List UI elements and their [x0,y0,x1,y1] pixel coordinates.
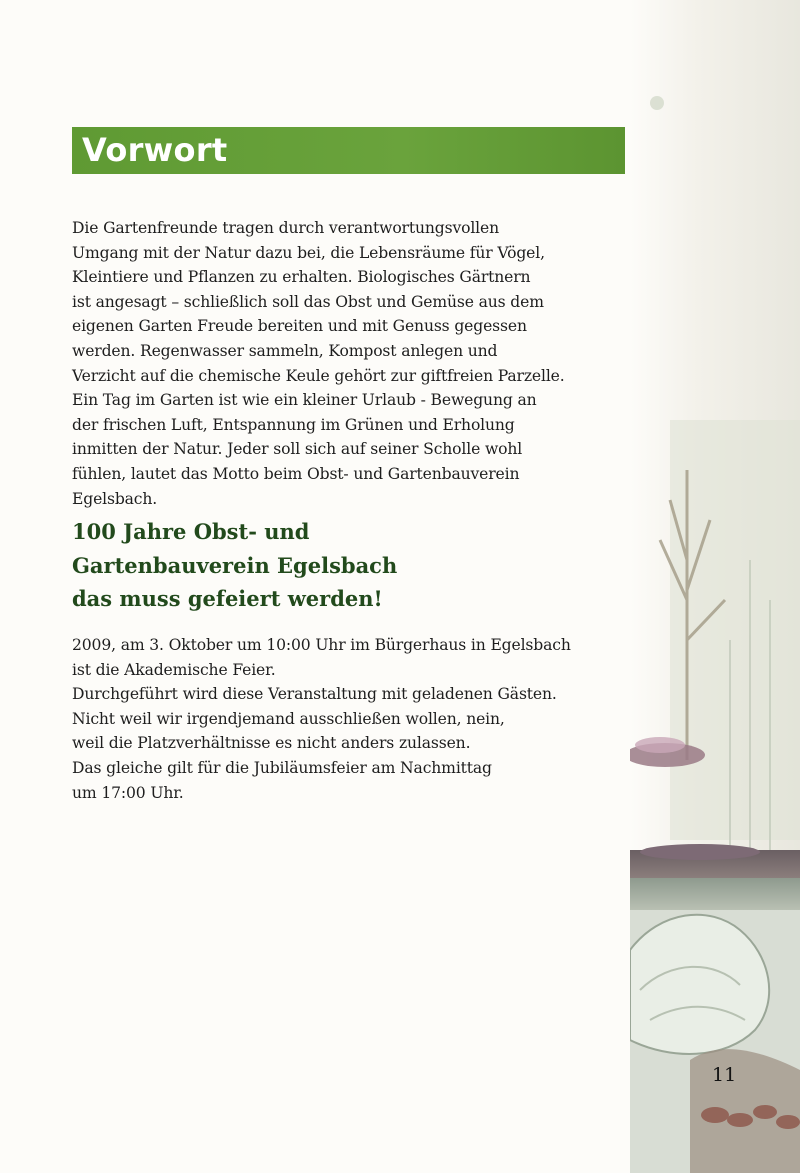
event-line: 2009, am 3. Oktober um 10:00 Uhr im Bürgerhaus in Egelsbach [72,636,571,654]
intro-line: Umgang mit der Natur dazu bei, die Lebensräume für Vögel, [72,243,545,262]
event-line: Durchgeführt wird diese Veranstaltung mit geladenen Gästen. [72,685,557,704]
heading-line: Gartenbauverein Egelsbach [72,552,398,578]
event-line: um 17:00 Uhr. [72,783,184,802]
intro-line: werden. Regenwasser sammeln, Kompost anlegen und [72,341,498,360]
event-paragraph [72,633,632,805]
intro-line: Egelsbach. [72,489,158,508]
intro-line: fühlen, lautet das Motto beim Obst- und Gartenbauverein [72,464,520,483]
section-header-bar [72,127,625,174]
intro-line: eigenen Garten Freude bereiten und mit Genuss gegessen [72,317,527,336]
garden-illustration [630,0,800,1173]
page-number: 11 [712,1064,737,1086]
event-line: weil die Platzverhältnisse es nicht anders zulassen. [72,734,471,753]
heading-line: 100 Jahre Obst- und [72,519,310,544]
intro-line: Verzicht auf die chemische Keule gehört zur giftfreien Parzelle. [72,366,565,385]
event-line: Nicht weil wir irgendjemand ausschließen wollen, nein, [72,709,505,728]
intro-line: der frischen Luft, Entspannung im Grünen und Erholung [72,415,515,434]
intro-line: Kleintiere und Pflanzen zu erhalten. Biologisches Gärtnern [72,268,531,287]
event-line: Das gleiche gilt für die Jubiläumsfeier am Nachmittag [72,758,492,777]
event-line: ist die Akademische Feier. [72,660,276,679]
intro-line: ist angesagt – schließlich soll das Obst und Gemüse aus dem [72,292,544,311]
heading-line: das muss gefeiert werden! [72,586,383,611]
section-title: Vorwort [82,131,228,169]
intro-line: Ein Tag im Garten ist wie ein kleiner Urlaub - Bewegung an [72,391,537,410]
intro-paragraph [72,216,632,511]
anniversary-heading [72,515,632,616]
intro-line: inmitten der Natur. Jeder soll sich auf seiner Scholle wohl [72,440,523,459]
intro-line: Die Gartenfreunde tragen durch verantwortungsvollen [72,219,499,237]
